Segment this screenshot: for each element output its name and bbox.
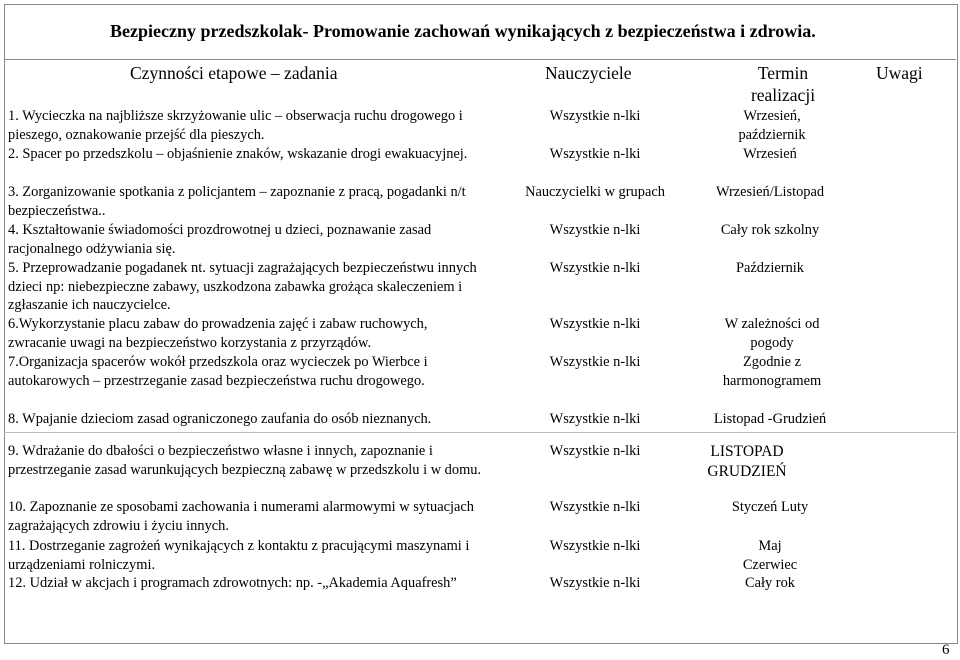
teacher-text: Wszystkie n-lki bbox=[549, 411, 641, 427]
task-text: 8. Wpajanie dzieciom zasad ograniczonego zaufania do osób nieznanych. bbox=[8, 411, 432, 427]
term-text: Zgodnie z harmonogramem bbox=[722, 354, 822, 389]
task-text: 1. Wycieczka na najbliższe skrzyżowanie ulic – obserwacja ruchu drogowego i pieszego, oznakowanie przejść dla pieszych. bbox=[8, 108, 463, 143]
term-text: LISTOPAD GRUDZIEŃ bbox=[707, 443, 787, 480]
term-text: W zależności od pogody bbox=[724, 316, 820, 351]
task-text: 6.Wykorzystanie placu zabaw do prowadzenia zajęć i zabaw ruchowych, zwracanie uwagi na bezpieczeństwo korzystania z przyrządów. bbox=[8, 316, 428, 351]
task-text: 5. Przeprowadzanie pogadanek nt. sytuacji zagrażających bezpieczeństwu innych dzieci np: niebezpieczne zabawy, uszkodzona zabawka grożąca skaleczeniem i zgłaszanie ich nauczycielce. bbox=[8, 260, 477, 314]
term-text: Wrzesień bbox=[743, 146, 797, 162]
document-title: Bezpieczny przedszkolak- Promowanie zachowań wynikających z bezpieczeństwa i zdrowia. bbox=[110, 21, 816, 41]
header-term: Termin realizacji bbox=[750, 63, 816, 105]
teacher-text: Wszystkie n-lki bbox=[549, 222, 641, 238]
term-text: Maj Czerwiec bbox=[742, 538, 798, 573]
header-teachers: Nauczyciele bbox=[545, 63, 632, 83]
teacher-text: Wszystkie n-lki bbox=[549, 499, 641, 515]
term-text: Cały rok szkolny bbox=[720, 222, 820, 238]
teacher-text: Wszystkie n-lki bbox=[549, 146, 641, 162]
term-text: Październik bbox=[736, 260, 804, 276]
task-text: 12. Udział w akcjach i programach zdrowotnych: np. -„Akademia Aquafresh” bbox=[8, 575, 457, 591]
task-text: 9. Wdrażanie do dbałości o bezpieczeństwo własne i innych, zapoznanie i przestrzeganie zasad warunkujących bezpieczną zabawę w przedszkolu i w domu. bbox=[8, 443, 482, 478]
teacher-text: Wszystkie n-lki bbox=[549, 108, 641, 124]
term-text: Wrzesień/Listopad bbox=[715, 184, 825, 200]
teacher-text: Wszystkie n-lki bbox=[549, 260, 641, 276]
term-text: Styczeń Luty bbox=[731, 499, 809, 515]
task-text: 7.Organizacja spacerów wokół przedszkola oraz wycieczek po Wierbce i autokarowych – przestrzeganie zasad bezpieczeństwa ruchu drogowego. bbox=[8, 354, 428, 389]
teacher-text: Wszystkie n-lki bbox=[549, 538, 641, 554]
teacher-text: Wszystkie n-lki bbox=[549, 575, 641, 591]
page-number: 6 bbox=[942, 642, 950, 658]
teacher-text: Wszystkie n-lki bbox=[549, 354, 641, 370]
term-text: Listopad -Grudzień bbox=[713, 411, 827, 427]
task-text: 10. Zapoznanie ze sposobami zachowania i numerami alarmowymi w sytuacjach zagrażających zdrowiu i życiu innych. bbox=[8, 499, 474, 534]
teacher-text: Wszystkie n-lki bbox=[549, 316, 641, 332]
task-text: 11. Dostrzeganie zagrożeń wynikających z kontaktu z pracującymi maszynami i urządzeniami rolniczymi. bbox=[8, 538, 470, 573]
task-text: 3. Zorganizowanie spotkania z policjantem – zapoznanie z pracą, pogadanki n/t bezpieczeństwa.. bbox=[8, 184, 466, 219]
title-box bbox=[4, 4, 956, 60]
teacher-text: Nauczycielki w grupach bbox=[525, 184, 665, 200]
teacher-text: Wszystkie n-lki bbox=[549, 443, 641, 459]
header-notes: Uwagi bbox=[876, 63, 923, 83]
task-text: 4. Kształtowanie świadomości prozdrowotnej u dzieci, poznawanie zasad racjonalnego odżywiania się. bbox=[8, 222, 432, 257]
task-text: 2. Spacer po przedszkolu – objaśnienie znaków, wskazanie drogi ewakuacyjnej. bbox=[8, 146, 468, 162]
term-text: Wrzesień, październik bbox=[738, 108, 806, 143]
header-tasks: Czynności etapowe – zadania bbox=[130, 63, 338, 83]
section-divider bbox=[4, 432, 956, 433]
term-text: Cały rok bbox=[745, 575, 795, 591]
